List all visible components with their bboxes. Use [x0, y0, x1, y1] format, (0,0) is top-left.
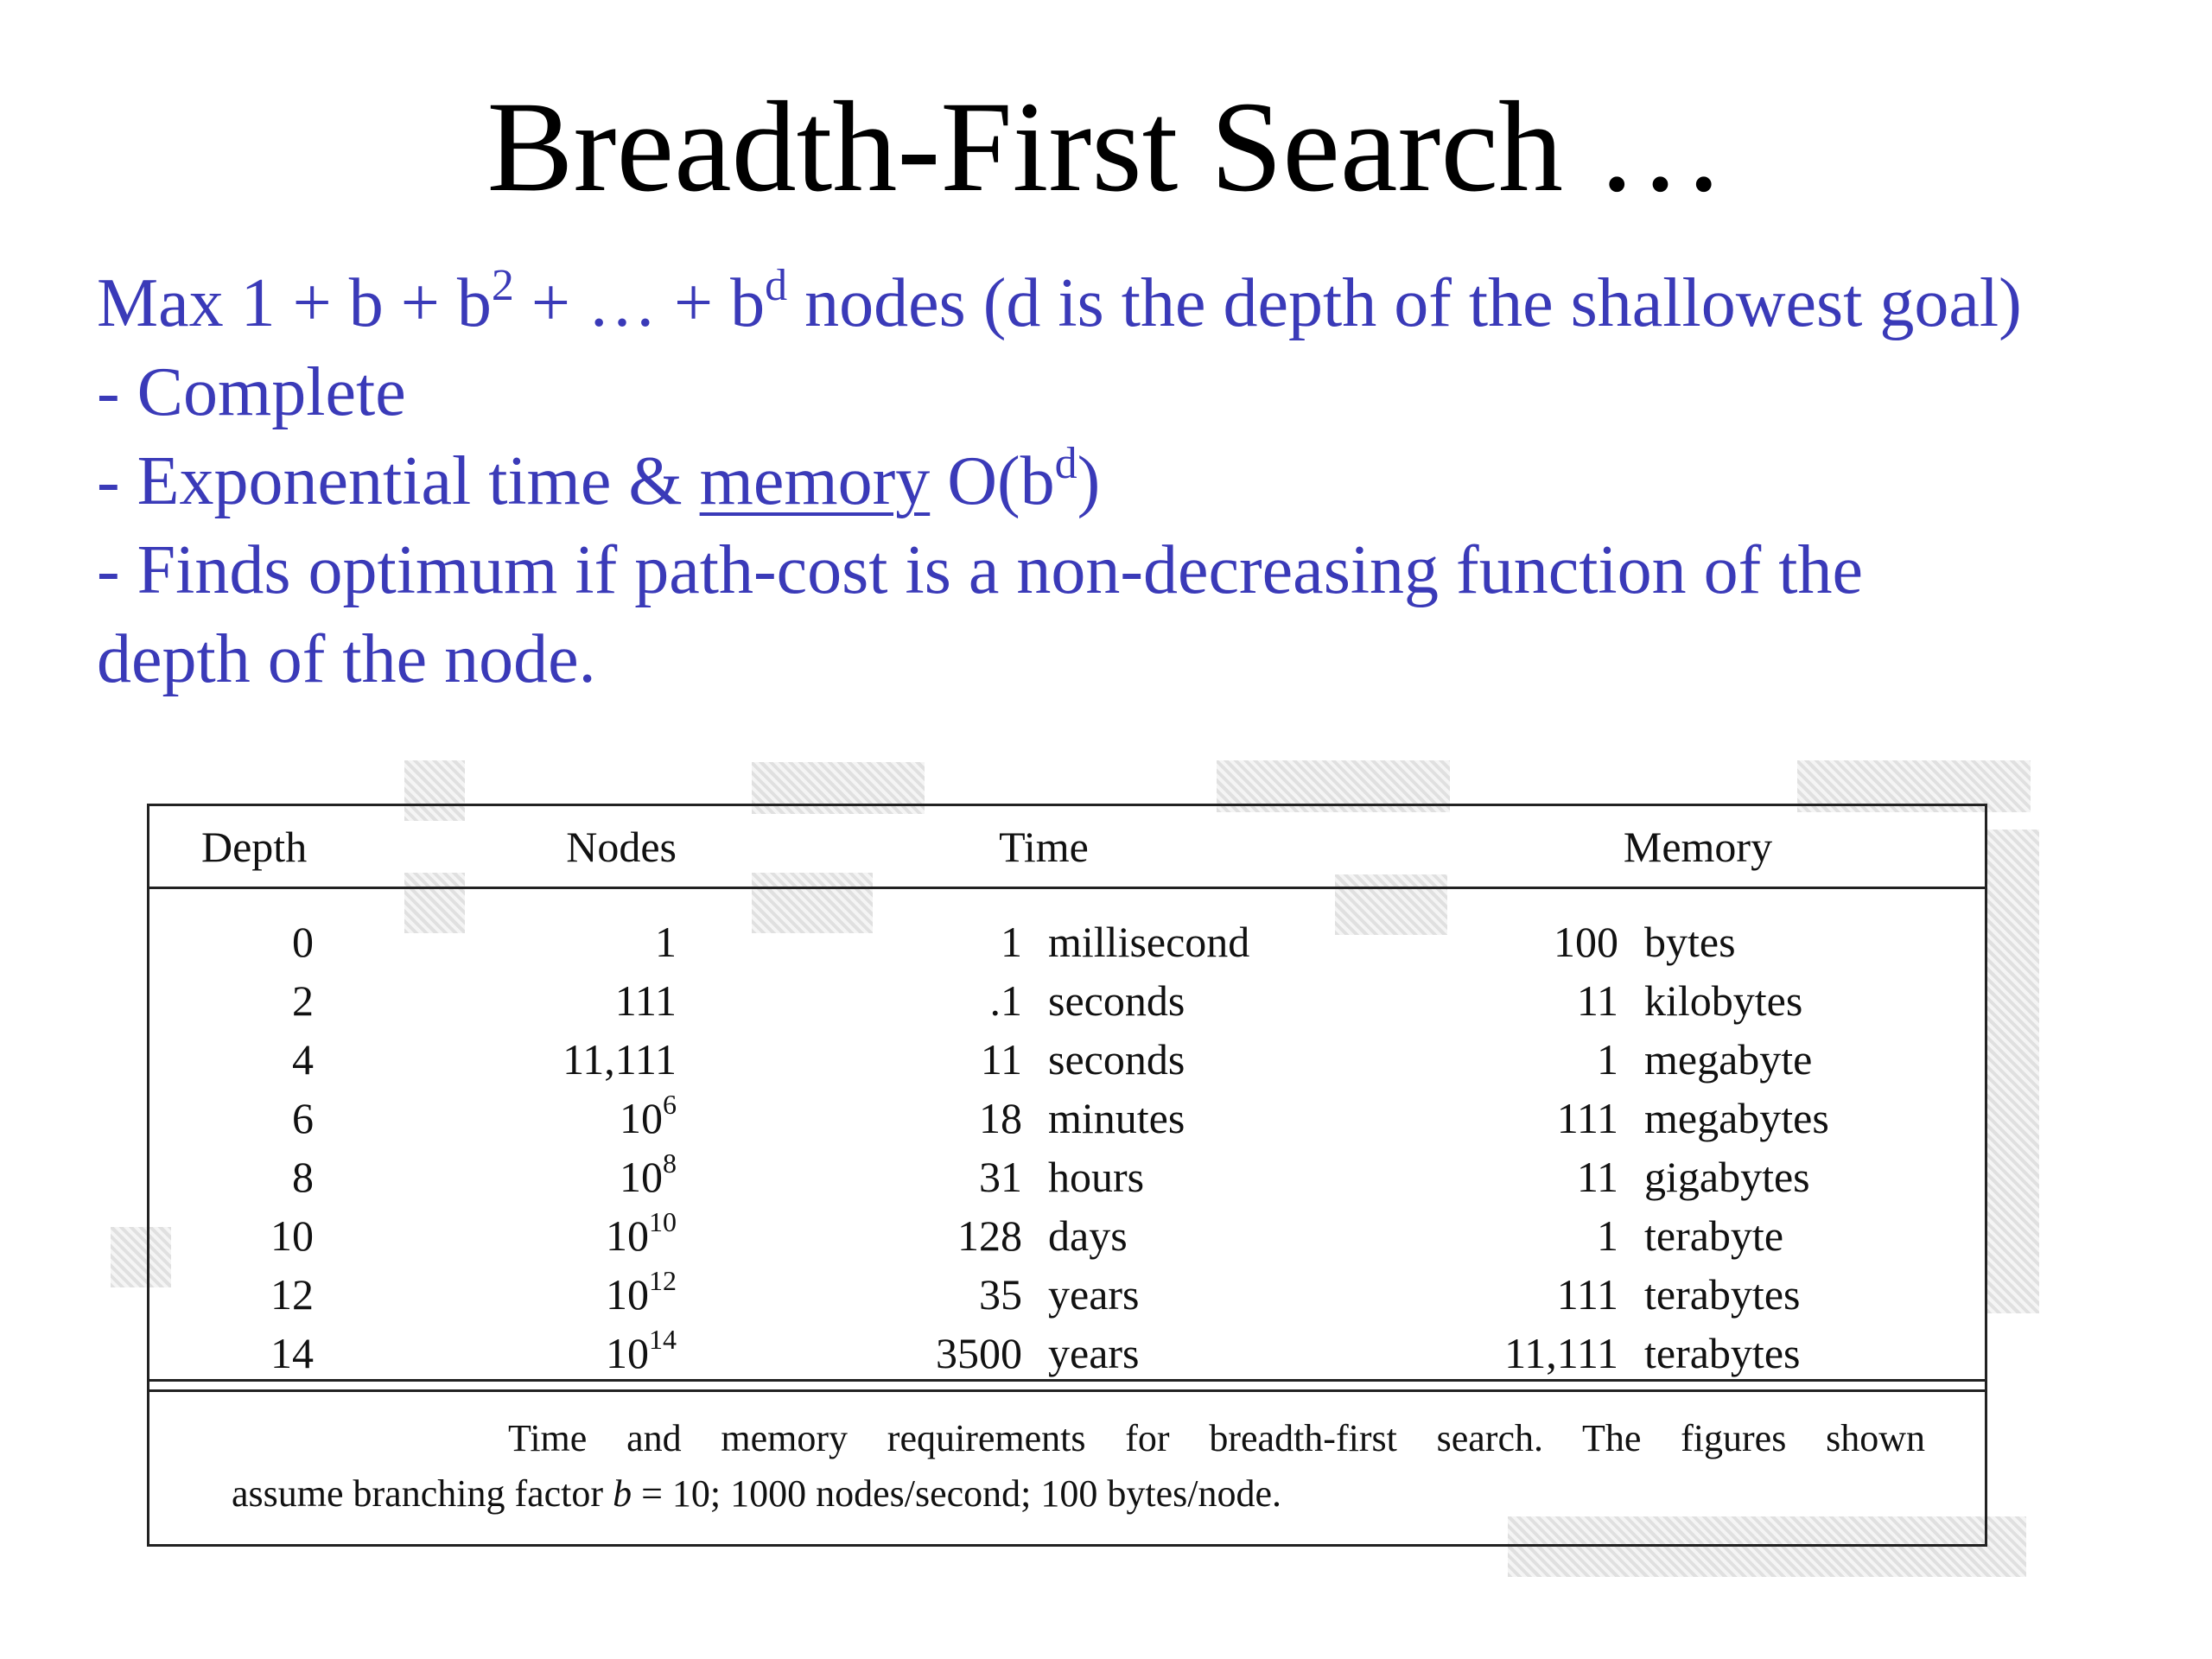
- time-unit-cell: years: [1048, 1329, 1140, 1377]
- nodes-exponent: 14: [649, 1324, 677, 1355]
- nodes-base: 10: [606, 1270, 649, 1319]
- depth-cell: 8: [292, 1153, 314, 1201]
- nodes-cell: [314, 971, 677, 1030]
- bullet-optimum-line-1: - Finds optimum if path-cost is a non-decreasing function of the: [97, 532, 1864, 608]
- memory-value-cell: 111: [1556, 1270, 1618, 1319]
- memory-unit-cell: gigabytes: [1644, 1153, 1810, 1201]
- time-value-cell: 35: [979, 1270, 1022, 1319]
- nodes-exponent: 8: [663, 1147, 677, 1179]
- bullet-optimum-line-2: depth of the node.: [97, 621, 596, 697]
- bullet-1-mid: + … + b: [513, 265, 766, 341]
- nodes-base: 1: [655, 918, 677, 966]
- memory-value-cell: 1: [1597, 1211, 1618, 1260]
- time-value-cell: 3500: [936, 1329, 1022, 1377]
- caption-line-2-post: = 10; 1000 nodes/second; 100 bytes/node.: [632, 1472, 1282, 1515]
- time-value-cell: 18: [979, 1094, 1022, 1142]
- time-value-cell: 128: [957, 1211, 1022, 1260]
- bullet-1-post: nodes (d is the depth of the shallowest goal): [787, 265, 2022, 341]
- header-memory: Memory: [1623, 822, 1773, 871]
- time-value-cell: 31: [979, 1153, 1022, 1201]
- table-row: [149, 1265, 1985, 1324]
- depth-cell: 6: [292, 1094, 314, 1142]
- bullet-list: [97, 259, 2188, 704]
- header-time: Time: [999, 822, 1089, 871]
- memory-value-cell: 11: [1576, 1153, 1618, 1201]
- bullet-1-sup-1: 2: [491, 261, 514, 310]
- table-caption: [232, 1411, 1925, 1522]
- bullet-3-underlined: memory: [699, 443, 931, 519]
- caption-variable-b: b: [613, 1472, 632, 1515]
- depth-cell: 2: [292, 976, 314, 1025]
- nodes-base: 11,111: [563, 1035, 677, 1084]
- time-unit-cell: days: [1048, 1211, 1128, 1260]
- memory-unit-cell: megabytes: [1644, 1094, 1829, 1142]
- memory-value-cell: 100: [1554, 918, 1618, 966]
- bullet-3-pre: - Exponential time &: [97, 443, 700, 519]
- caption-line-2: [232, 1466, 1925, 1522]
- depth-cell: 4: [292, 1035, 314, 1084]
- header-nodes: Nodes: [566, 822, 677, 871]
- bullet-complete: - Complete: [97, 354, 406, 430]
- table-row: [149, 1030, 1985, 1089]
- table-header-row: [149, 806, 1985, 887]
- nodes-cell: [314, 887, 677, 971]
- scan-smudge: [1987, 830, 2039, 1313]
- header-depth: Depth: [201, 822, 308, 871]
- table-row: [149, 887, 1985, 971]
- memory-unit-cell: terabytes: [1644, 1270, 1801, 1319]
- memory-unit-cell: terabytes: [1644, 1329, 1801, 1377]
- memory-unit-cell: bytes: [1644, 918, 1736, 966]
- memory-value-cell: 1: [1597, 1035, 1618, 1084]
- nodes-base: 10: [606, 1329, 649, 1377]
- nodes-base: 10: [620, 1094, 663, 1142]
- memory-value-cell: 11,111: [1504, 1329, 1618, 1377]
- depth-cell: 14: [270, 1329, 314, 1377]
- table-row: [149, 1147, 1985, 1206]
- time-unit-cell: years: [1048, 1270, 1140, 1319]
- table-row: [149, 1324, 1985, 1382]
- table-row: [149, 971, 1985, 1030]
- nodes-exponent: 12: [649, 1265, 677, 1296]
- nodes-exponent: 10: [649, 1206, 677, 1237]
- time-unit-cell: seconds: [1048, 1035, 1185, 1084]
- table-row: [149, 1089, 1985, 1147]
- time-value-cell: 1: [1001, 918, 1022, 966]
- nodes-cell: [314, 1147, 677, 1206]
- bullet-1-pre: Max 1 + b + b: [97, 265, 492, 341]
- memory-value-cell: 11: [1576, 976, 1618, 1025]
- nodes-cell: [314, 1206, 677, 1265]
- time-unit-cell: hours: [1048, 1153, 1145, 1201]
- depth-cell: 10: [270, 1211, 314, 1260]
- nodes-base: 10: [606, 1211, 649, 1260]
- bullet-exponential: [97, 437, 2188, 526]
- memory-unit-cell: terabyte: [1644, 1211, 1784, 1260]
- bfs-complexity-table: [149, 806, 1985, 1382]
- bullet-max-nodes: [97, 259, 2188, 348]
- nodes-cell: [314, 1324, 677, 1382]
- bullet-3-post: ): [1077, 443, 1101, 519]
- depth-cell: 0: [292, 918, 314, 966]
- bullet-3-sup: d: [1054, 439, 1077, 488]
- slide-title: Breadth-First Search …: [486, 75, 1726, 219]
- nodes-base: 111: [614, 976, 677, 1025]
- nodes-exponent: 6: [663, 1089, 677, 1120]
- bullet-1-sup-2: d: [765, 261, 788, 310]
- memory-unit-cell: kilobytes: [1644, 976, 1803, 1025]
- time-value-cell: .1: [989, 976, 1022, 1025]
- caption-line-1: Time and memory requirements for breadth-first search. The figures shown: [508, 1417, 1925, 1459]
- nodes-cell: [314, 1089, 677, 1147]
- nodes-base: 10: [620, 1153, 663, 1201]
- memory-value-cell: 111: [1556, 1094, 1618, 1142]
- nodes-cell: [314, 1030, 677, 1089]
- time-value-cell: 11: [980, 1035, 1022, 1084]
- table-row: [149, 1206, 1985, 1265]
- memory-unit-cell: megabyte: [1644, 1035, 1813, 1084]
- bfs-complexity-table-figure: [147, 804, 1987, 1547]
- time-unit-cell: minutes: [1048, 1094, 1185, 1142]
- time-unit-cell: millisecond: [1048, 918, 1250, 966]
- time-unit-cell: seconds: [1048, 976, 1185, 1025]
- depth-cell: 12: [270, 1270, 314, 1319]
- table-footer-rule: [149, 1389, 1985, 1392]
- nodes-cell: [314, 1265, 677, 1324]
- bullet-3-mid: O(b: [930, 443, 1055, 519]
- caption-line-2-pre: assume branching factor: [232, 1472, 613, 1515]
